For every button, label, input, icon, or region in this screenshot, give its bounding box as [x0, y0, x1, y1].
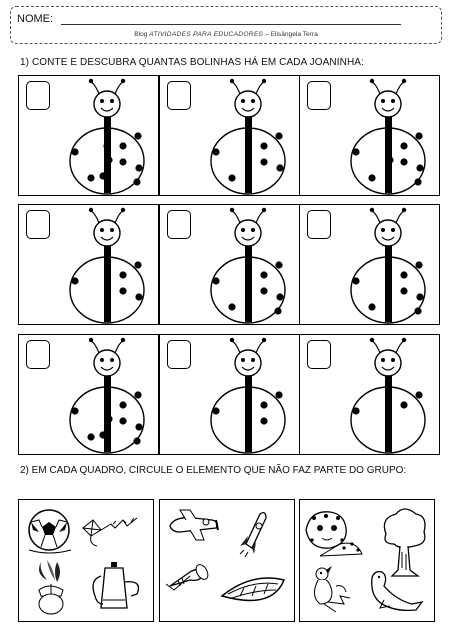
ladybug-spot: [71, 277, 78, 284]
ladybug-spot: [415, 391, 422, 398]
boat-icon[interactable]: [222, 578, 284, 600]
ladybug-spot: [414, 307, 421, 314]
ladybug-spot: [386, 156, 393, 163]
ladybug-spot: [352, 407, 359, 414]
bird-icon[interactable]: [314, 566, 350, 612]
ladybug-spot: [368, 303, 375, 310]
ladybug-spot: [415, 132, 422, 139]
ladybug-spot: [275, 391, 282, 398]
picture-group-1: [18, 499, 154, 622]
ladybug-card: [18, 75, 159, 196]
name-field[interactable]: [61, 24, 401, 25]
ladybug-spot: [260, 417, 267, 424]
name-label: NOME:: [17, 13, 54, 25]
ladybug-spot: [99, 431, 106, 438]
blog-credit: [0, 31, 452, 38]
question-2-text: 2) EM CADA QUADRO, CIRCULE O ELEMENTO QUE NÃO FAZ PARTE DO GRUPO:: [20, 465, 407, 476]
ladybug-icon: [19, 76, 158, 195]
ladybug-spot: [260, 158, 267, 165]
ladybug-spot: [212, 148, 219, 155]
ladybug-spot: [99, 172, 106, 179]
ladybug-spot: [368, 174, 375, 181]
ladybug-spot: [119, 142, 126, 149]
ladybug-spot: [135, 164, 142, 171]
ladybug-card: [159, 75, 300, 196]
ladybug-spot: [260, 142, 267, 149]
leopard-icon[interactable]: [306, 512, 362, 556]
ladybug-spot: [135, 423, 142, 430]
ladybug-spot: [274, 307, 281, 314]
ladybug-spot: [71, 148, 78, 155]
ladybug-spot: [87, 174, 94, 181]
ladybug-icon: [160, 205, 299, 324]
acorn-icon[interactable]: [39, 560, 63, 614]
rocket-icon[interactable]: [240, 513, 266, 557]
ladybug-spot: [352, 148, 359, 155]
ladybug-spot: [119, 287, 126, 294]
ladybug-spot: [400, 401, 407, 408]
picture-group-3: [299, 499, 435, 622]
teapot-icon[interactable]: [93, 562, 139, 608]
ladybug-spot: [228, 174, 235, 181]
ladybug-icon: [300, 205, 439, 324]
ladybug-spot: [119, 401, 126, 408]
ladybug-spot: [135, 293, 142, 300]
ladybug-spot: [275, 261, 282, 268]
ladybug-spot: [134, 132, 141, 139]
ladybug-card: [299, 334, 440, 455]
ladybug-card: [18, 204, 159, 325]
ladybug-icon: [160, 76, 299, 195]
ladybug-spot: [87, 433, 94, 440]
ladybug-spot: [400, 142, 407, 149]
ladybug-spot: [228, 303, 235, 310]
ladybug-spot: [260, 287, 267, 294]
ladybug-card: [18, 334, 159, 455]
ladybug-spot: [400, 287, 407, 294]
ladybug-spot: [119, 417, 126, 424]
ladybug-icon: [19, 335, 158, 454]
ladybug-spot: [119, 271, 126, 278]
ladybug-icon: [19, 205, 158, 324]
airplane-icon[interactable]: [170, 510, 218, 540]
ladybug-card: [159, 334, 300, 455]
question-1-text: 1) CONTE E DESCUBRA QUANTAS BOLINHAS HÁ EM CADA JOANINHA:: [20, 57, 364, 68]
soccer-ball-icon[interactable]: [29, 510, 71, 553]
blog-name: ATIVIDADES PARA EDUCADORES: [149, 31, 264, 38]
ladybug-spot: [260, 401, 267, 408]
ladybug-spot: [105, 415, 112, 422]
tree-icon[interactable]: [384, 509, 425, 576]
ladybug-card: [159, 204, 300, 325]
ladybug-card: [299, 204, 440, 325]
trumpet-icon[interactable]: [166, 563, 210, 590]
ladybug-spot: [276, 164, 283, 171]
ladybug-spot: [119, 158, 126, 165]
ladybug-spot: [416, 164, 423, 171]
ladybug-spot: [275, 132, 282, 139]
ladybug-spot: [103, 142, 110, 149]
ladybug-spot: [134, 261, 141, 268]
ladybug-icon: [300, 335, 439, 454]
ladybug-spot: [415, 261, 422, 268]
ladybug-spot: [133, 437, 140, 444]
ladybug-spot: [212, 407, 219, 414]
ladybug-icon: [160, 335, 299, 454]
ladybug-spot: [212, 277, 219, 284]
ladybug-spot: [352, 277, 359, 284]
seal-icon[interactable]: [372, 572, 422, 611]
ladybug-icon: [300, 76, 439, 195]
ladybug-spot: [260, 271, 267, 278]
ladybug-spot: [105, 156, 112, 163]
ladybug-spot: [416, 293, 423, 300]
ladybug-spot: [134, 391, 141, 398]
ladybug-spot: [400, 271, 407, 278]
ladybug-spot: [414, 178, 421, 185]
ladybug-spot: [276, 293, 283, 300]
kite-icon[interactable]: [83, 518, 137, 546]
name-header-box: [10, 6, 442, 44]
picture-group-2: [159, 499, 295, 622]
blog-prefix: Blog: [134, 31, 148, 38]
ladybug-spot: [71, 407, 78, 414]
ladybug-spot: [133, 178, 140, 185]
ladybug-spot: [400, 158, 407, 165]
ladybug-card: [299, 75, 440, 196]
blog-suffix: – Elisângela Terra: [265, 31, 318, 38]
